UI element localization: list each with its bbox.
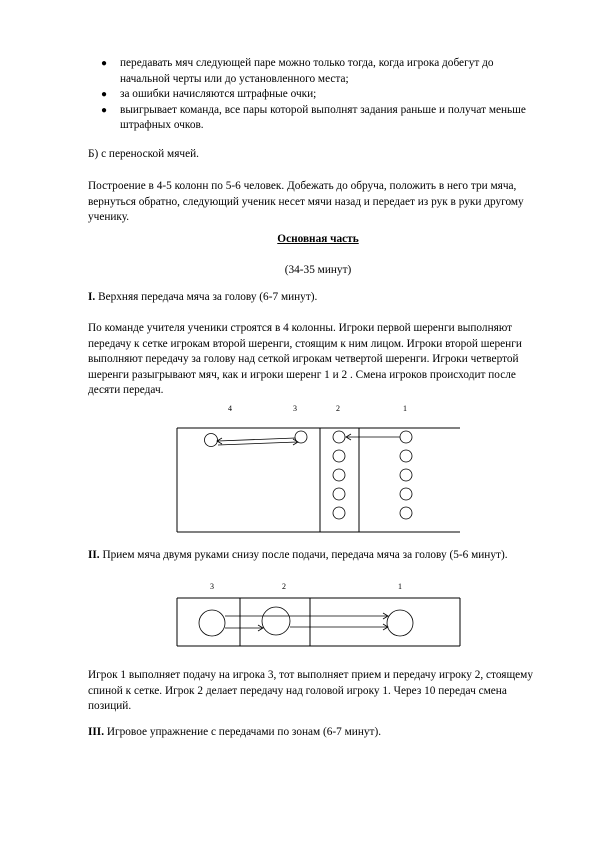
- exercise-2-paragraph: Игрок 1 выполняет подачу на игрока 3, тот выполняет прием и передачу игроку 2, стоящему спиной к сетке. Игрок 2 делает передачу над головой игроку 1. Через 10 передач смена позиций.: [88, 669, 533, 712]
- court-outline: [177, 428, 460, 532]
- column-label-2: 2: [336, 404, 340, 413]
- bullet-icon: ●: [101, 104, 108, 116]
- intro-paragraph: Построение в 4-5 колонн по 5-6 человек. Добежать до обруча, положить в него три мяча, вернуться обратно, следующий ученик несет мячи назад и передает из рук в руки другому ученику.: [88, 180, 524, 223]
- main-part-duration: (34-35 минут): [284, 264, 352, 276]
- player-label-1: 1: [398, 582, 402, 591]
- list-item: ● выигрывает команда, все пары которой выполнят задания раньше и получат меньше штрафных очков.: [101, 103, 526, 131]
- exercise-3-title: III. Игровое упражнение с передачами по зонам (6-7 минут).: [88, 726, 382, 738]
- exercise-2-title: II. Прием мяча двумя руками снизу после подачи, передача мяча за голову (5-6 минут).: [88, 549, 508, 561]
- exercise-1-paragraph: По команде учителя ученики строятся в 4 колонны. Игроки первой шеренги выполняют передачу к сетке игрокам второй шеренги, стоящим к ним лицом. Игроки второй шеренги выполняют передачу за голову над сеткой игрокам четвертой шеренги. Игроки четвертой шеренги разыгрывают мяч, как и игроки шеренг 1 и 2 . Смена игроков происходит после десяти передач.: [88, 322, 522, 396]
- exercise-1-title: I. Верхняя передача мяча за голову (6-7 минут).: [88, 291, 318, 303]
- players: [199, 607, 413, 636]
- court-outline: [177, 598, 460, 646]
- player-label-2: 2: [282, 582, 286, 591]
- column-label-4: 4: [228, 404, 232, 413]
- drill-diagram-1: [170, 400, 470, 540]
- drill-diagram-2: [170, 578, 470, 653]
- bullet-icon: ●: [101, 58, 108, 69]
- list-item: ● передавать мяч следующей паре можно только тогда, когда игрока добегут до начальной черты или до установленного места;: [101, 57, 494, 85]
- column-label-1: 1: [403, 404, 407, 413]
- player-label-3: 3: [210, 582, 214, 591]
- column-label-3: 3: [293, 404, 297, 413]
- list-item: ● за ошибки начисляются штрафные очки;: [95, 87, 535, 103]
- main-part-heading: Основная часть: [277, 233, 359, 245]
- bullet-icon: ●: [101, 89, 108, 100]
- rules-list: [95, 56, 535, 134]
- section-b-heading: Б) с переноской мячей.: [88, 148, 199, 160]
- pass-arrows: [225, 613, 388, 631]
- pass-arrows: [217, 434, 400, 445]
